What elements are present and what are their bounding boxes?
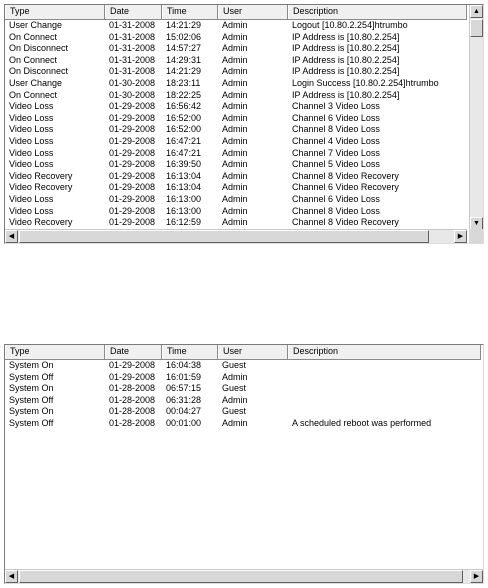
cell-date: 01-31-2008 bbox=[109, 54, 156, 65]
cell-time: 14:21:29 bbox=[166, 66, 202, 77]
right-arrow-icon: ▶ bbox=[473, 573, 480, 580]
cell-user: Admin bbox=[222, 182, 248, 193]
cell-description: Channel 4 Video Loss bbox=[292, 135, 380, 146]
cell-time: 16:13:00 bbox=[166, 205, 202, 216]
cell-date: 01-31-2008 bbox=[109, 20, 156, 30]
cell-time: 16:56:42 bbox=[166, 101, 202, 112]
log-rows bbox=[5, 20, 467, 229]
column-header-user[interactable]: User bbox=[218, 5, 288, 19]
table-row[interactable] bbox=[5, 101, 467, 113]
cell-time: 00:04:27 bbox=[166, 406, 202, 417]
cell-description: IP Address is [10.80.2.254] bbox=[292, 66, 400, 77]
cell-user: Admin bbox=[222, 159, 248, 170]
column-header-time[interactable]: Time bbox=[162, 345, 218, 359]
table-row[interactable] bbox=[5, 32, 467, 44]
cell-time: 16:12:59 bbox=[166, 217, 202, 228]
cell-user: Admin bbox=[222, 31, 248, 42]
cell-user: Guest bbox=[222, 383, 247, 394]
table-row[interactable] bbox=[5, 148, 467, 160]
table-row[interactable] bbox=[5, 20, 467, 32]
horizontal-scroll-thumb[interactable] bbox=[19, 570, 463, 583]
cell-time: 16:01:59 bbox=[166, 371, 202, 382]
cell-date: 01-30-2008 bbox=[109, 89, 156, 100]
scroll-left-button[interactable] bbox=[5, 570, 18, 583]
column-header-date[interactable]: Date bbox=[105, 5, 162, 19]
cell-user: Guest bbox=[222, 360, 247, 370]
cell-user: Admin bbox=[222, 371, 248, 382]
cell-description bbox=[288, 383, 467, 395]
cell-description: Channel 8 Video Recovery bbox=[292, 170, 399, 181]
column-header-time[interactable]: Time bbox=[162, 5, 218, 19]
column-header-user[interactable]: User bbox=[218, 345, 288, 359]
cell-date: 01-29-2008 bbox=[109, 112, 156, 123]
vertical-scrollbar[interactable] bbox=[469, 5, 483, 230]
cell-date: 01-29-2008 bbox=[109, 371, 156, 382]
cell-time: 16:47:21 bbox=[166, 147, 202, 158]
cell-date: 01-31-2008 bbox=[109, 66, 156, 77]
cell-date: 01-29-2008 bbox=[109, 101, 156, 112]
cell-date: 01-31-2008 bbox=[109, 43, 156, 54]
table-row[interactable] bbox=[5, 383, 481, 395]
cell-type: Video Recovery bbox=[9, 182, 73, 193]
scroll-up-button[interactable] bbox=[470, 5, 483, 18]
cell-date: 01-29-2008 bbox=[109, 159, 156, 170]
cell-date: 01-29-2008 bbox=[109, 147, 156, 158]
cell-type: System Off bbox=[9, 394, 54, 405]
cell-type: Video Recovery bbox=[9, 217, 73, 228]
cell-time: 16:04:38 bbox=[166, 360, 202, 370]
cell-date: 01-31-2008 bbox=[109, 31, 156, 42]
column-header-description[interactable]: Description bbox=[288, 345, 481, 359]
cell-type: Video Loss bbox=[9, 135, 54, 146]
table-row[interactable] bbox=[5, 206, 467, 218]
table-row[interactable] bbox=[5, 55, 467, 67]
table-row[interactable] bbox=[5, 66, 467, 78]
cell-date: 01-28-2008 bbox=[109, 394, 156, 405]
cell-type: On Connect bbox=[9, 54, 58, 65]
left-arrow-icon: ◀ bbox=[8, 233, 15, 240]
table-row[interactable] bbox=[5, 78, 467, 90]
cell-type: Video Loss bbox=[9, 205, 54, 216]
cell-date: 01-29-2008 bbox=[109, 170, 156, 181]
cell-description: Channel 6 Video Recovery bbox=[292, 182, 399, 193]
cell-description: Channel 8 Video Loss bbox=[292, 124, 380, 135]
table-row[interactable] bbox=[5, 171, 467, 183]
cell-description: IP Address is [10.80.2.254] bbox=[292, 54, 400, 65]
cell-user: Admin bbox=[222, 170, 248, 181]
left-arrow-icon: ◀ bbox=[8, 573, 15, 580]
cell-description: Login Success [10.80.2.254]htrumbo bbox=[292, 77, 439, 88]
column-header bbox=[5, 5, 467, 20]
log-rows bbox=[5, 360, 481, 569]
cell-time: 18:23:11 bbox=[166, 77, 201, 88]
cell-time: 16:39:50 bbox=[166, 159, 202, 170]
column-header bbox=[5, 345, 481, 360]
cell-user: Admin bbox=[222, 135, 248, 146]
table-row[interactable] bbox=[5, 182, 467, 194]
horizontal-scroll-thumb[interactable] bbox=[19, 230, 429, 243]
cell-user: Admin bbox=[222, 147, 248, 158]
cell-date: 01-29-2008 bbox=[109, 135, 156, 146]
cell-user: Admin bbox=[222, 77, 248, 88]
cell-description bbox=[288, 360, 467, 372]
cell-date: 01-29-2008 bbox=[109, 360, 156, 370]
cell-type: Video Loss bbox=[9, 159, 54, 170]
table-row[interactable] bbox=[5, 395, 481, 407]
cell-time: 14:21:29 bbox=[166, 20, 202, 30]
cell-user: Admin bbox=[222, 124, 248, 135]
table-row[interactable] bbox=[5, 124, 467, 136]
cell-type: User Change bbox=[9, 20, 63, 30]
cell-date: 01-29-2008 bbox=[109, 217, 156, 228]
cell-type: System Off bbox=[9, 417, 54, 428]
cell-type: Video Recovery bbox=[9, 170, 73, 181]
cell-user: Admin bbox=[222, 193, 248, 204]
scroll-left-button[interactable] bbox=[5, 230, 18, 243]
cell-type: System On bbox=[9, 383, 54, 394]
table-row[interactable] bbox=[5, 372, 481, 384]
cell-user: Admin bbox=[222, 101, 248, 112]
cell-date: 01-29-2008 bbox=[109, 124, 156, 135]
cell-user: Admin bbox=[222, 217, 248, 228]
cell-type: System On bbox=[9, 406, 54, 417]
cell-description: IP Address is [10.80.2.254] bbox=[292, 31, 400, 42]
table-row[interactable] bbox=[5, 136, 467, 148]
cell-user: Admin bbox=[222, 43, 248, 54]
cell-description: Channel 3 Video Loss bbox=[292, 101, 380, 112]
vertical-scroll-thumb[interactable] bbox=[470, 19, 483, 37]
event-log-list-1[interactable] bbox=[4, 4, 484, 244]
cell-time: 14:57:27 bbox=[166, 43, 202, 54]
cell-user: Admin bbox=[222, 66, 248, 77]
column-header-description[interactable]: Description bbox=[288, 5, 467, 19]
down-arrow-icon: ▼ bbox=[473, 220, 480, 227]
up-arrow-icon: ▲ bbox=[473, 8, 480, 15]
scrollbar-corner bbox=[469, 229, 483, 243]
cell-type: On Connect bbox=[9, 31, 58, 42]
cell-description: Channel 6 Video Loss bbox=[292, 193, 380, 204]
cell-user: Admin bbox=[222, 20, 248, 30]
cell-description: Channel 7 Video Loss bbox=[292, 147, 380, 158]
column-header-type[interactable]: Type bbox=[5, 5, 105, 19]
cell-type: Video Loss bbox=[9, 101, 54, 112]
cell-date: 01-28-2008 bbox=[109, 417, 156, 428]
cell-date: 01-29-2008 bbox=[109, 205, 156, 216]
cell-user: Admin bbox=[222, 112, 248, 123]
cell-time: 16:13:00 bbox=[166, 193, 202, 204]
cell-description: Logout [10.80.2.254]htrumbo bbox=[292, 20, 408, 30]
table-row[interactable] bbox=[5, 418, 481, 430]
cell-user: Admin bbox=[222, 205, 248, 216]
cell-type: Video Loss bbox=[9, 147, 54, 158]
table-row[interactable] bbox=[5, 217, 467, 229]
table-row[interactable] bbox=[5, 194, 467, 206]
cell-date: 01-29-2008 bbox=[109, 182, 156, 193]
table-row[interactable] bbox=[5, 113, 467, 125]
cell-description: A scheduled reboot was performed bbox=[292, 417, 432, 428]
right-arrow-icon: ▶ bbox=[457, 233, 464, 240]
cell-description bbox=[288, 406, 467, 418]
cell-date: 01-28-2008 bbox=[109, 406, 156, 417]
cell-description bbox=[288, 395, 467, 407]
table-row[interactable] bbox=[5, 90, 467, 102]
cell-time: 18:22:25 bbox=[166, 89, 202, 100]
cell-description: IP Address is [10.80.2.254] bbox=[292, 89, 400, 100]
cell-time: 15:02:06 bbox=[166, 31, 202, 42]
scroll-right-button[interactable] bbox=[470, 570, 483, 583]
cell-type: On Disconnect bbox=[9, 43, 69, 54]
cell-user: Admin bbox=[222, 417, 248, 428]
cell-type: System On bbox=[9, 360, 54, 370]
cell-time: 06:57:15 bbox=[166, 383, 202, 394]
table-row[interactable] bbox=[5, 159, 467, 171]
cell-type: System Off bbox=[9, 371, 54, 382]
cell-time: 16:13:04 bbox=[166, 170, 202, 181]
cell-description: Channel 5 Video Loss bbox=[292, 159, 380, 170]
cell-user: Admin bbox=[222, 54, 248, 65]
cell-type: Video Loss bbox=[9, 124, 54, 135]
table-row[interactable] bbox=[5, 43, 467, 55]
cell-type: On Disconnect bbox=[9, 66, 69, 77]
cell-description: Channel 8 Video Recovery bbox=[292, 217, 399, 228]
cell-type: User Change bbox=[9, 77, 63, 88]
scroll-right-button[interactable] bbox=[454, 230, 467, 243]
cell-type: On Connect bbox=[9, 89, 58, 100]
cell-description: Channel 8 Video Loss bbox=[292, 205, 380, 216]
event-log-list-2[interactable] bbox=[4, 344, 484, 584]
cell-type: Video Loss bbox=[9, 112, 54, 123]
cell-type: Video Loss bbox=[9, 193, 54, 204]
cell-time: 14:29:31 bbox=[166, 54, 202, 65]
cell-description bbox=[288, 372, 467, 384]
cell-date: 01-29-2008 bbox=[109, 193, 156, 204]
cell-time: 00:01:00 bbox=[166, 417, 202, 428]
cell-description: IP Address is [10.80.2.254] bbox=[292, 43, 400, 54]
table-row[interactable] bbox=[5, 406, 481, 418]
cell-user: Admin bbox=[222, 394, 248, 405]
column-header-date[interactable]: Date bbox=[105, 345, 162, 359]
cell-user: Guest bbox=[222, 406, 247, 417]
cell-user: Admin bbox=[222, 89, 248, 100]
cell-time: 16:52:00 bbox=[166, 124, 202, 135]
cell-time: 06:31:28 bbox=[166, 394, 202, 405]
cell-date: 01-30-2008 bbox=[109, 77, 156, 88]
cell-time: 16:47:21 bbox=[166, 135, 202, 146]
cell-time: 16:13:04 bbox=[166, 182, 202, 193]
cell-time: 16:52:00 bbox=[166, 112, 202, 123]
cell-description: Channel 6 Video Loss bbox=[292, 112, 380, 123]
column-header-type[interactable]: Type bbox=[5, 345, 105, 359]
cell-date: 01-28-2008 bbox=[109, 383, 156, 394]
table-row[interactable] bbox=[5, 360, 481, 372]
horizontal-scrollbar[interactable] bbox=[5, 569, 483, 583]
horizontal-scrollbar[interactable] bbox=[5, 229, 467, 243]
